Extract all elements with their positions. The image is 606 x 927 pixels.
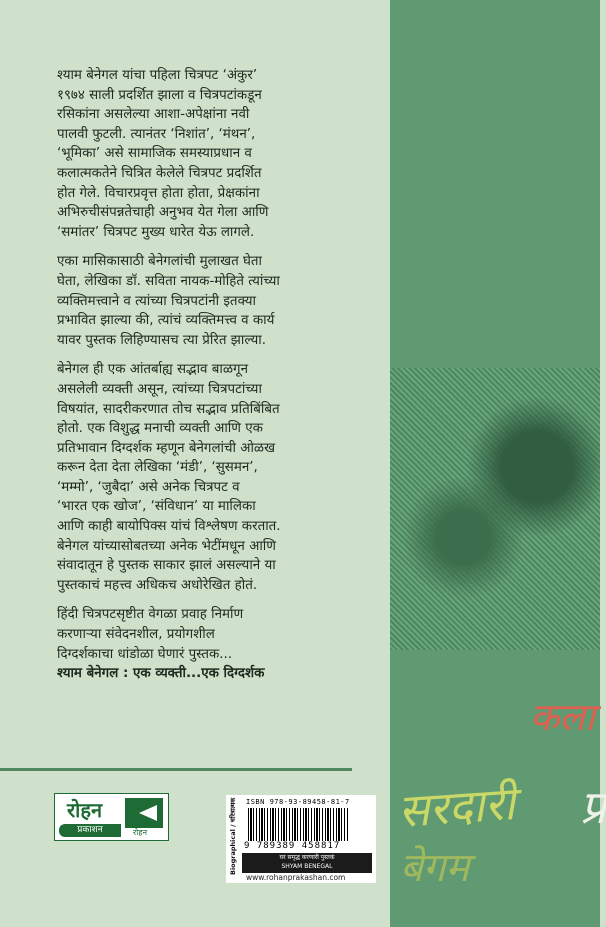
blurb-line: एका मासिकासाठी बेनेगलांची मुलाखत घेता [57, 254, 262, 270]
blurb-line: ‘मम्मो’, ‘जुबैदा’ असे अनेक चित्रपट व [57, 479, 240, 495]
blurb-line: श्याम बेनेगल यांचा पहिला चित्रपट ‘अंकुर’ [57, 68, 258, 83]
blurb-line: दिग्दर्शकाचा धांडोळा घेणारं पुस्तक... [57, 646, 233, 662]
category-label: Biographical / चरित्रात्मक [229, 797, 237, 875]
blurb [57, 66, 357, 694]
blurb-line: विषयांत, सादरीकरणात तोच सद्भाव प्रतिबिंबित [57, 401, 280, 417]
blurb-line: प्रतिभावान दिग्दर्शक म्हणून बेनेगलांची ओळख [57, 440, 276, 456]
blurb-line: घेता, लेखिका डॉ. सविता नायक-मोहिते त्यांच्या [57, 273, 280, 289]
divider [0, 768, 352, 771]
blurb-line: ‘भारत एक खोज’, ‘संविधान’ या मालिका [57, 499, 256, 515]
blurb-paragraph [57, 605, 357, 683]
book-icon [125, 798, 163, 828]
barcode-box [226, 795, 376, 883]
blurb-line: ‘समांतर’ चित्रपट मुख्य धारेत येऊ लागले. [57, 224, 255, 240]
blurb-line: ‘भूमिका’ असे सामाजिक समस्याप्रधान व [57, 146, 252, 162]
publisher-logo [54, 793, 169, 841]
book-title: SHYAM BENEGAL [281, 863, 333, 870]
blurb-line: हिंदी चित्रपटसृष्टीत वेगळा प्रवाह निर्माण [57, 607, 244, 623]
blurb-line: असलेली व्यक्ती असून, त्यांच्या चित्रपटांच्या [57, 381, 262, 397]
blurb-line: प्रभावित झाल्या की, त्यांचं व्यक्तिमत्त्व व कार्य [57, 313, 275, 329]
barcode-icon [248, 808, 348, 841]
tagline: श्याम बेनेगल : एक व्यक्ती...एक दिग्दर्शक [57, 666, 265, 682]
blurb-line: करणाऱ्या संवेदनशील, प्रयोगशील [57, 627, 215, 643]
art-word: बेगम [400, 845, 470, 891]
publisher-url: www.rohanprakashan.com [246, 873, 346, 882]
art-word: कला [530, 695, 595, 739]
blurb-line: होतो. एक विशुद्ध मनाची व्यक्ती आणि एक [57, 421, 263, 437]
isbn: ISBN 978-93-89458-81-7 [246, 798, 350, 806]
blurb-line: आणि काही बायोपिक्स यांचं विश्लेषण करतात. [57, 519, 281, 535]
blurb-line: पुस्तकाचं महत्त्व अधिकच अधोरेखित होतं. [57, 577, 258, 593]
blurb-line: बेनेगल ही एक आंतर्बाह्य सद्भाव बाळगून [57, 362, 249, 378]
blurb-paragraph [57, 360, 357, 595]
blurb-line: अभिरुचीसंपन्नतेचाही अनुभव येत गेला आणि [57, 205, 269, 221]
blurb-line: बेनेगल यांच्यासोबतच्या अनेक भेटींमधून आणि [57, 538, 276, 554]
art-word: प्र [580, 780, 606, 834]
film-still-image [390, 368, 600, 650]
blurb-line: रसिकांना असलेल्या आशा-अपेक्षांना नवी [57, 107, 250, 123]
blurb-line: कलात्मकतेने चित्रित केलेले चित्रपट प्रदर्शित [57, 165, 262, 181]
blurb-paragraph [57, 66, 357, 242]
blurb-line: करून देता देता लेखिका ‘मंडी’, ‘सुसमन’, [57, 460, 258, 476]
blurb-line: होत गेले. विचारप्रवृत्त होता होता, प्रेक्षकांना [57, 185, 260, 201]
publisher-name: रोहन [67, 798, 103, 822]
blurb-paragraph [57, 252, 357, 350]
blurb-line: पालवी फुटली. त्यानंतर ‘निशांत’, ‘मंथन’, [57, 126, 256, 142]
publisher-mark: रोहन [133, 828, 148, 837]
cover-art-panel [390, 0, 606, 927]
blurb-line: १९७४ साली प्रदर्शित झाला व चित्रपटांकडून [57, 87, 262, 103]
title-band [242, 853, 372, 873]
barcode-digits: 9 789389 458817 [244, 841, 341, 851]
art-word: सरदारी [396, 775, 517, 839]
blurb-line: यावर पुस्तक लिहिण्यासच त्या प्रेरित झाल्या. [57, 332, 266, 348]
publisher-sub: प्रकाशन [59, 824, 121, 837]
blurb-line: संवादातून हे पुस्तक साकार झालं असल्याने या [57, 558, 276, 574]
slogan: घर समृद्ध करणारी पुस्तकं [279, 854, 335, 861]
blurb-line: व्यक्तिमत्त्वाने व त्यांच्या चित्रपटांनी इतक्या [57, 293, 256, 309]
